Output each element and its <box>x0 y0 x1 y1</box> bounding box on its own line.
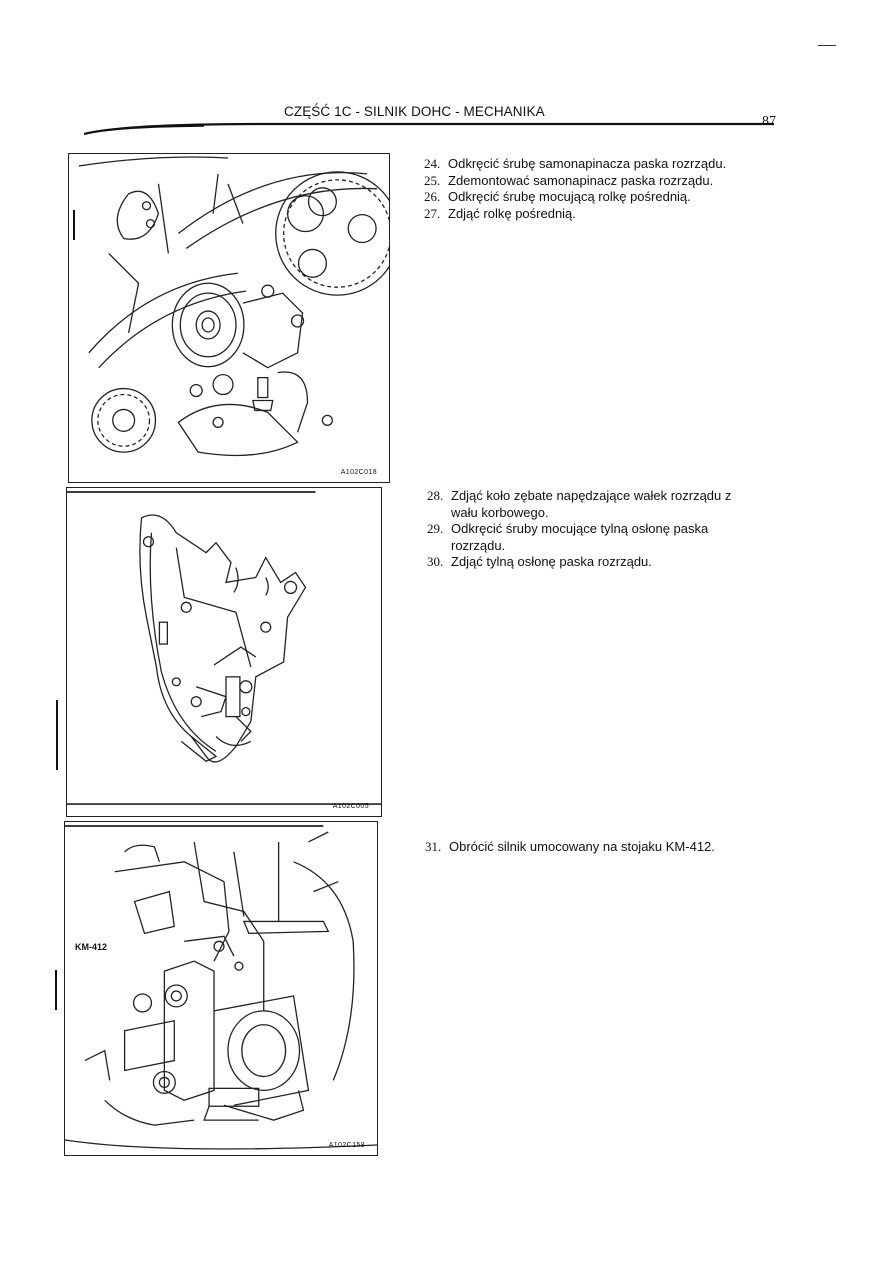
figure-engine-on-stand <box>64 821 378 1156</box>
step-item: 31. Obrócić silnik umocowany na stojaku KM-412. <box>425 839 715 854</box>
figure-timing-belt-tensioner <box>68 153 390 483</box>
corner-mark <box>818 45 836 46</box>
steps-list-2 <box>427 488 731 571</box>
rear-cover-illustration <box>67 488 381 816</box>
steps-list-1 <box>424 156 726 222</box>
header-rule <box>84 122 774 136</box>
step-item: 27. Zdjąć rolkę pośrednią. <box>424 205 576 221</box>
figure-code: A102C005 <box>332 803 369 810</box>
page-header-title: CZĘŚĆ 1C - SILNIK DOHC - MECHANIKA <box>284 104 545 119</box>
page-number: 87 <box>762 114 776 129</box>
step-item: 28. Zdjąć koło zębate napędzające wałek rozrządu z wału korbowego. <box>427 488 732 520</box>
step-item: 26. Odkręcić śrubę mocującą rolkę pośrednią. <box>424 189 691 204</box>
engine-tensioner-illustration <box>69 154 389 482</box>
margin-mark <box>56 700 58 770</box>
figure-code: A102C018 <box>340 469 377 476</box>
step-item: 30. Zdjąć tylną osłonę paska rozrządu. <box>427 554 652 569</box>
figure-rear-timing-cover <box>66 487 382 817</box>
steps-list-3 <box>425 839 715 856</box>
engine-stand-illustration <box>65 822 377 1155</box>
tool-label-km412: KM-412 <box>75 942 108 952</box>
step-item: 29. Odkręcić śruby mocujące tylną osłonę paska rozrządu. <box>427 521 709 553</box>
margin-mark <box>73 210 75 240</box>
step-item: 25. Zdemontować samonapinacz paska rozrządu. <box>424 172 714 188</box>
margin-mark <box>55 970 57 1010</box>
figure-code: A102C158 <box>328 1142 365 1149</box>
step-item: 24. Odkręcić śrubę samonapinacza paska rozrządu. <box>424 156 727 171</box>
